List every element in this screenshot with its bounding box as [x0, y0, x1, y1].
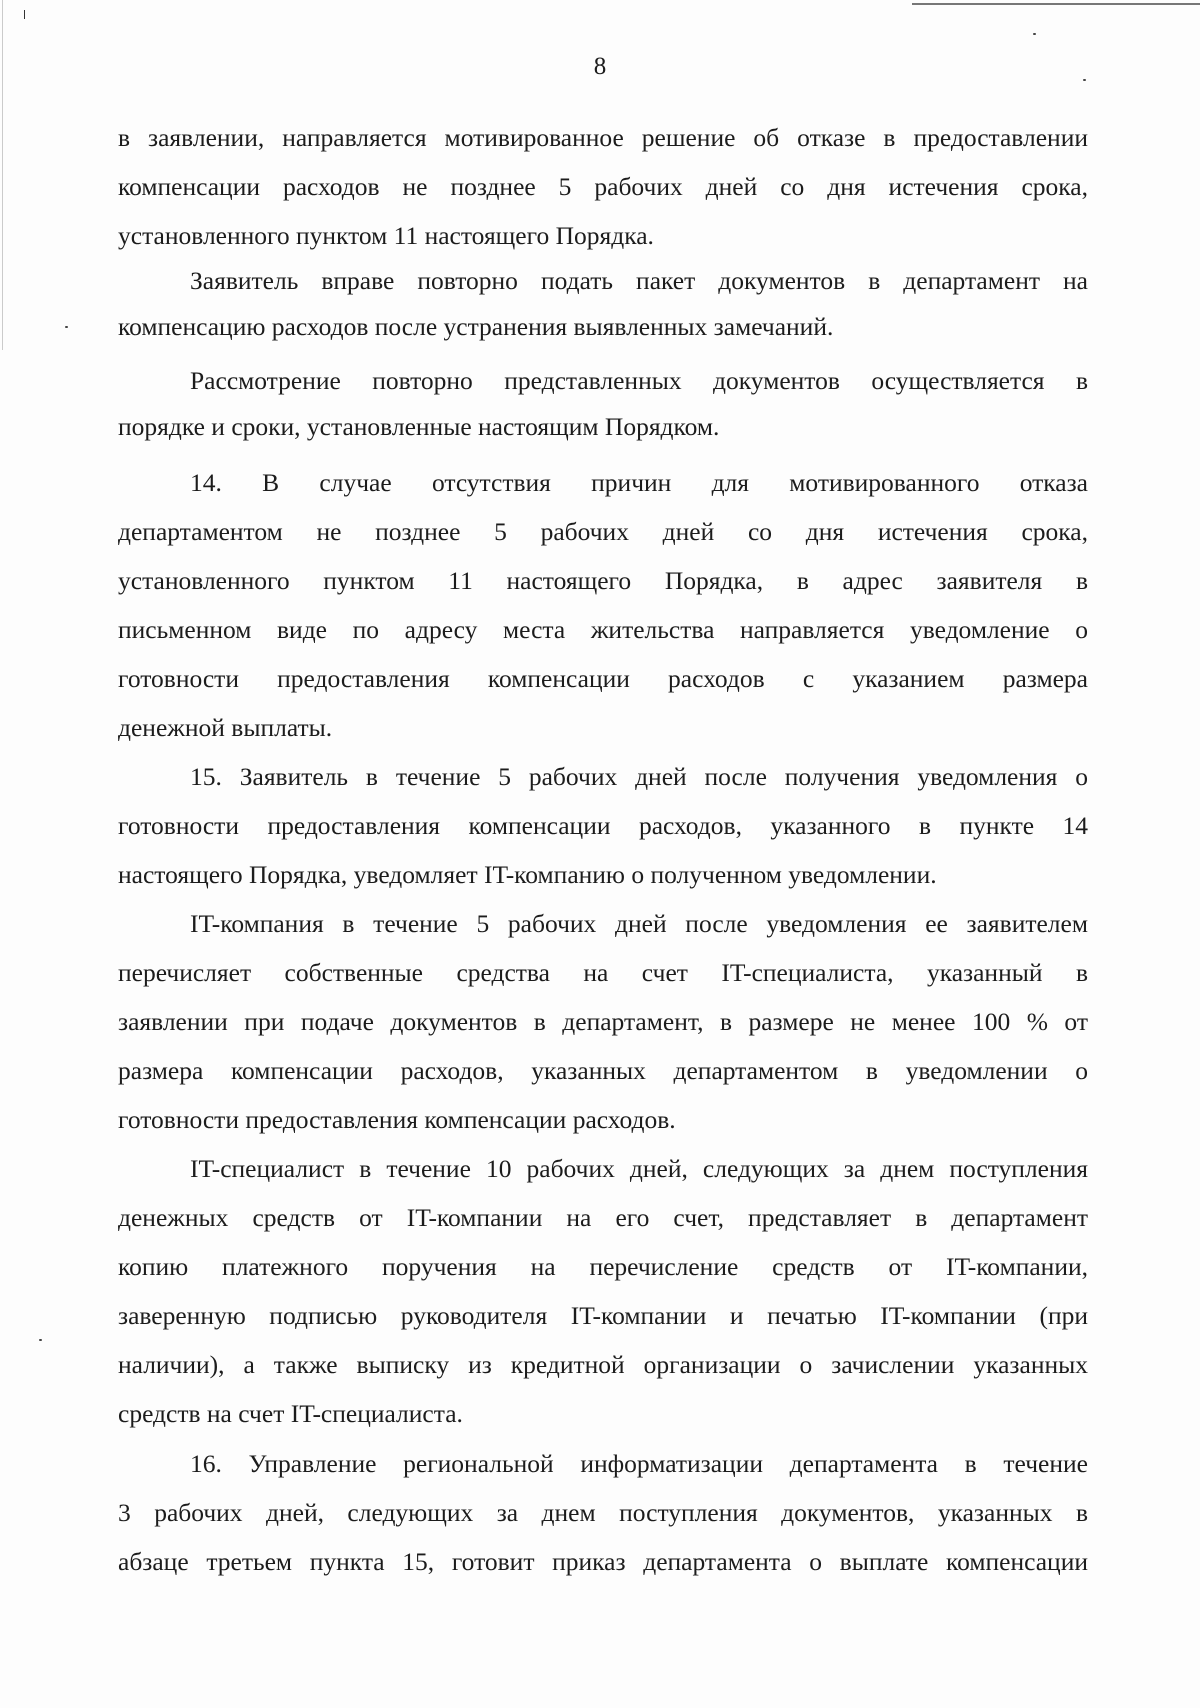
- scan-speck: [39, 1339, 42, 1341]
- text-line: средств на счет IT-специалиста.: [118, 1399, 463, 1428]
- paragraph-it-specialist-documents: [118, 1144, 1088, 1438]
- text-line: готовности предоставления компенсации расходов, указанного в пункте 14: [118, 811, 1088, 840]
- text-line: письменном виде по адресу места жительства направляется уведомление о: [118, 615, 1088, 644]
- text-line: установленного пунктом 11 настоящего Порядка.: [118, 221, 654, 250]
- paragraph-item-14: [118, 458, 1088, 752]
- text-line: перечисляет собственные средства на счет IT-специалиста, указанный в: [118, 958, 1088, 987]
- text-line: настоящего Порядка, уведомляет IT-компанию о полученном уведомлении.: [118, 860, 937, 889]
- paragraph-resubmission: [118, 258, 1088, 350]
- paragraph-item-15: [118, 752, 1088, 899]
- paragraph-review: [118, 358, 1088, 450]
- scan-top-rule: [912, 3, 1200, 5]
- scan-speck: [65, 326, 68, 328]
- text-line: копию платежного поручения на перечисление средств от IT-компании,: [118, 1252, 1088, 1281]
- text-line: готовности предоставления компенсации расходов с указанием размера: [118, 664, 1088, 693]
- text-line: денежной выплаты.: [118, 713, 333, 742]
- text-line: денежных средств от IT-компании на его счет, представляет в департамент: [118, 1203, 1088, 1232]
- text-line: 14. В случае отсутствия причин для мотивированного отказа: [190, 468, 1088, 497]
- text-line: 16. Управление региональной информатизации департамента в течение: [190, 1449, 1088, 1478]
- text-line: абзаце третьем пункта 15, готовит приказ департамента о выплате компенсации: [118, 1547, 1088, 1576]
- text-line: Заявитель вправе повторно подать пакет документов в департамент на: [190, 266, 1088, 295]
- scan-mark: [24, 10, 25, 19]
- text-line: установленного пунктом 11 настоящего Порядка, в адрес заявителя в: [118, 566, 1088, 595]
- text-line: порядке и сроки, установленные настоящим Порядком.: [118, 412, 720, 441]
- text-line: заявлении при подаче документов в департамент, в размере не менее 100 % от: [118, 1007, 1088, 1036]
- page-number: 8: [593, 53, 607, 80]
- text-line: компенсации расходов не позднее 5 рабочих дней со дня истечения срока,: [118, 172, 1088, 201]
- text-line: компенсацию расходов после устранения выявленных замечаний.: [118, 312, 834, 341]
- text-line: департаментом не позднее 5 рабочих дней со дня истечения срока,: [118, 517, 1088, 546]
- text-line: IT-специалист в течение 10 рабочих дней, следующих за днем поступления: [190, 1154, 1088, 1183]
- scan-speck: [1033, 33, 1036, 35]
- text-line: 15. Заявитель в течение 5 рабочих дней после получения уведомления о: [190, 762, 1088, 791]
- text-line: IT-компания в течение 5 рабочих дней после уведомления ее заявителем: [190, 909, 1088, 938]
- paragraph-it-company-transfer: [118, 899, 1088, 1144]
- text-line: заверенную подписью руководителя IT-компании и печатью IT-компании (при: [118, 1301, 1088, 1330]
- text-line: размера компенсации расходов, указанных департаментом в уведомлении о: [118, 1056, 1088, 1085]
- text-line: готовности предоставления компенсации расходов.: [118, 1105, 676, 1134]
- paragraph-item-16: [118, 1439, 1088, 1586]
- text-line: Рассмотрение повторно представленных документов осуществляется в: [190, 366, 1088, 395]
- text-line: наличии), а также выписку из кредитной организации о зачислении указанных: [118, 1350, 1088, 1379]
- text-line: 3 рабочих дней, следующих за днем поступления документов, указанных в: [118, 1498, 1088, 1527]
- paragraph-continuation: [118, 113, 1088, 260]
- text-line: в заявлении, направляется мотивированное решение об отказе в предоставлении: [118, 123, 1088, 152]
